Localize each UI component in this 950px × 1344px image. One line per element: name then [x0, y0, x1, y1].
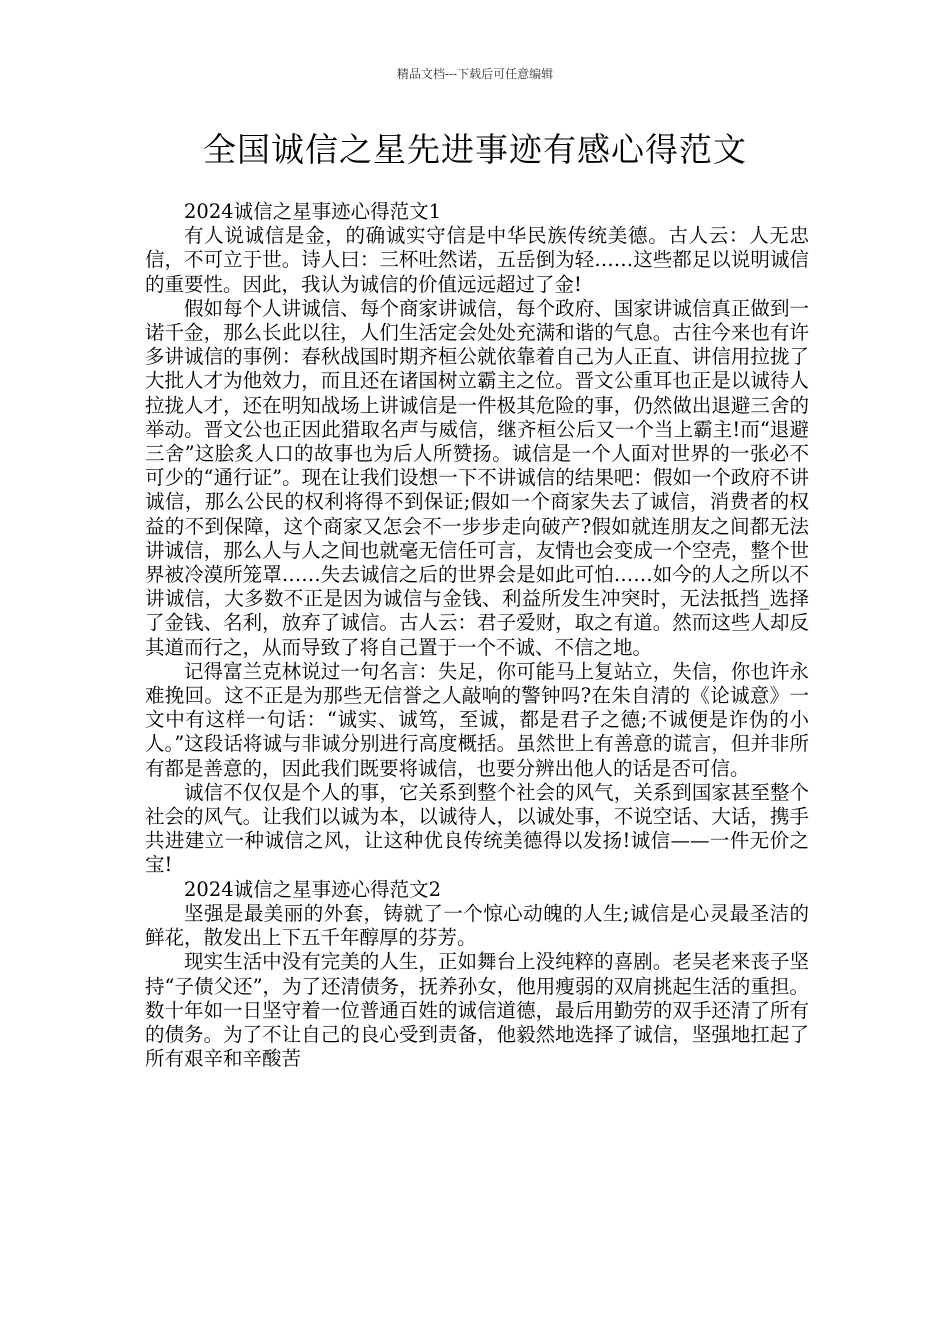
paragraph: 现实生活中没有完美的人生，正如舞台上没纯粹的喜剧。老吴老来丧子坚持“子债父还”，为了还清债务，抚养孙女，他用瘦弱的双肩挑起生活的重担。数十年如一日坚守着一位普通百姓的诚信道德，最后用勤劳的双手还清了所有的债务。为了不让自己的良心受到责备，他毅然地选择了诚信，坚强地扛起了所有艰辛和辛酸苦: [145, 950, 809, 1071]
section-heading-1: 2024诚信之星事迹心得范文1: [184, 200, 442, 223]
paragraph: 诚信不仅仅是个人的事，它关系到整个社会的风气，关系到国家甚至整个社会的风气。让我们以诚为本，以诚待人，以诚处事，不说空话、大话，携手共进建立一种诚信之风，让这种优良传统美德得以发扬!诚信——一件无价之宝!: [145, 780, 809, 877]
paragraph: 记得富兰克林说过一句名言：失足，你可能马上复站立，失信，你也许永难挽回。这不正是为那些无信誉之人敲响的警钟吗?在朱自清的《论诚意》一文中有这样一句话：“诚实、诚笃，至诚，都是君子之德;不诚便是诈伪的小人。”这段话将诚与非诚分别进行高度概括。虽然世上有善意的谎言，但并非所有都是善意的，因此我们既要将诚信，也要分辨出他人的话是否可信。: [145, 659, 809, 780]
paragraph: 有人说诚信是金，的确诚实守信是中华民族传统美德。古人云：人无忠信，不可立于世。诗人曰：三杯吐然诺，五岳倒为轻……这些都足以说明诚信的重要性。因此，我认为诚信的价值远远超过了金!: [145, 224, 809, 296]
paragraph: 假如每个人讲诚信、每个商家讲诚信，每个政府、国家讲诚信真正做到一诺千金，那么长此以往，人们生活定会处处充满和谐的气息。古往今来也有许多讲诚信的事例：春秋战国时期齐桓公就依靠着自己为人正直、讲信用拉拢了大批人才为他效力，而且还在诸国树立霸主之位。晋文公重耳也正是以诚待人拉拢人才，还在明知战场上讲诚信是一件极其危险的事，仍然做出退避三舍的举动。晋文公也正因此猎取名声与威信，继齐桓公后又一个当上霸主!而“退避三舍”这脍炙人口的故事也为后人所赞扬。诚信是一个人面对世界的一张必不可少的“通行证”。现在让我们设想一下不讲诚信的结果吧：假如一个政府不讲诚信，那么公民的权利将得不到保证;假如一个商家失去了诚信，消费者的权益的不到保障，这个商家又怎会不一步步走向破产?假如就连朋友之间都无法讲诚信，那么人与人之间也就毫无信任可言，友情也会变成一个空壳，整个世界被冷漠所笼罩……失去诚信之后的世界会是如此可怕……如今的人之所以不讲诚信，大多数不正是因为诚信与金钱、利益所发生冲突时，无法抵挡_选择了金钱、名利，放弃了诚信。古人云：君子爱财，取之有道。然而这些人却反其道而行之，从而导致了将自己置于一个不诚、不信之地。: [145, 296, 809, 659]
header-note: 精品文档---下载后可任意编辑: [396, 67, 554, 81]
section-heading-2: 2024诚信之星事迹心得范文2: [184, 877, 442, 901]
paragraph: 坚强是最美丽的外套，铸就了一个惊心动魄的人生;诚信是心灵最圣洁的鲜花，散发出上下五千年醇厚的芬芳。: [145, 901, 809, 950]
document-title: 全国诚信之星先进事迹有感心得范文: [203, 130, 747, 169]
document-body: [145, 200, 809, 1071]
